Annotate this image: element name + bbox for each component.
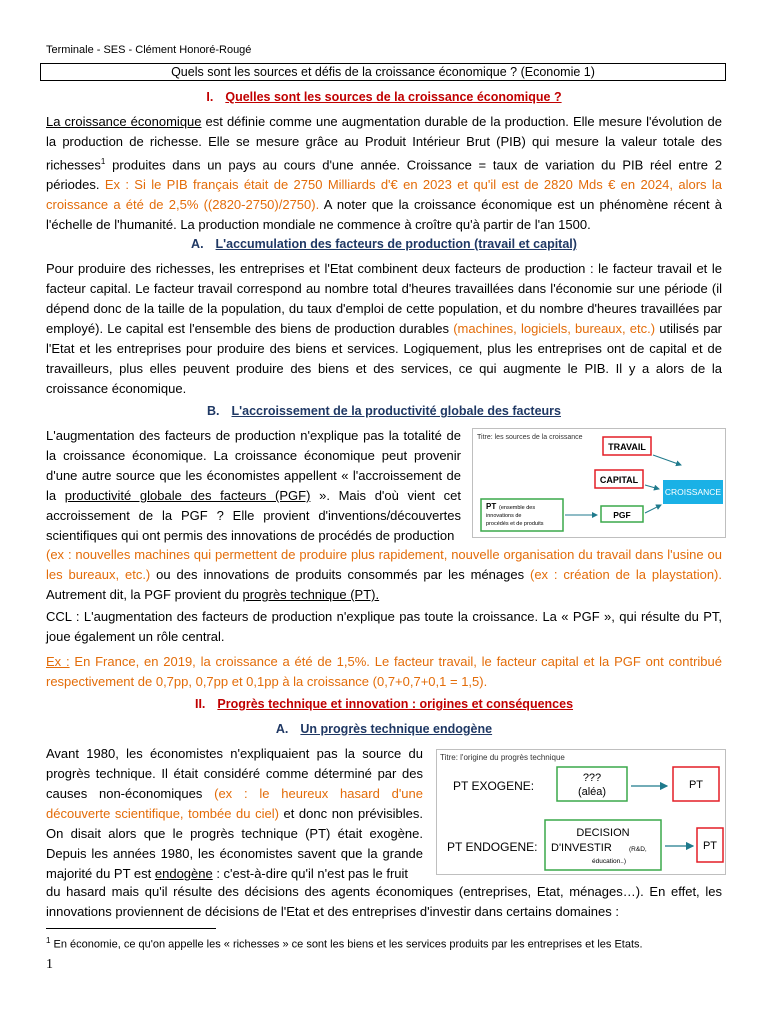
footnote-rule	[46, 928, 216, 929]
svg-text:innovations de: innovations de	[486, 513, 522, 519]
section-heading-2: II. Progrès technique et innovation : origines et conséquences	[194, 697, 574, 711]
arrow-capital	[645, 485, 659, 489]
paragraph-endogenous-pt-continued: du hasard mais qu'il résulte des décisions des agents économiques (entreprises, Etat, ménages…). En effet, les innovations proviennent de décisions de l'Etat et des entreprises d'investir dans certains domaines :	[46, 884, 722, 919]
section-label: Quelles sont les sources de la croissance économique ?	[225, 90, 562, 104]
figure-title: Titre: les sources de la croissance	[477, 434, 583, 441]
svg-text:???: ???	[582, 772, 602, 784]
figure-pt-origin	[436, 749, 726, 875]
figure-title: Titre: l'origine du progrès technique	[440, 753, 565, 762]
paragraph-production-factors: Pour produire des richesses, les entreprises et l'Etat combinent deux facteurs de production : le facteur travail et le facteur capital. Le facteur travail correspond au nombre total d'heures travaillées dans l'économie sur une période (il dépend donc de la taille de la population, du taux d'emploi de cette population, et du nombre d'heures travaillées par employé). Le capital est l'ensemble des biens de production durables (machines, logiciels, bureaux, etc.) utilisés par l'Etat et les entreprises pour produire des biens et services. Logiquement, plus les entreprises ont de capital et de travailleurs, plus elles peuvent produire des biens et des services, ce qui augmente le PIB. Il y a alors de la croissance économique.	[46, 261, 723, 396]
arrow-travail	[653, 455, 681, 465]
croissance-label: CROISSANCE	[664, 487, 722, 497]
svg-text:D'INVESTIR: D'INVESTIR	[551, 842, 612, 854]
document-title: Quels sont les sources et défis de la croissance économique ? (Economie 1)	[40, 63, 726, 81]
subsection-heading-a2: A. Un progrès technique endogène	[275, 722, 493, 736]
section-heading-1	[46, 90, 722, 104]
capital-label: CAPITAL	[599, 475, 639, 485]
paragraph-conclusion: CCL : L'augmentation des facteurs de production n'explique pas toute la croissance. La « PGF », qui résulte du PT, joue également un rôle central.	[46, 609, 722, 644]
term-pgf: productivité globale des facteurs (PGF)	[64, 488, 311, 503]
svg-text:procédés et de produits: procédés et de produits	[486, 521, 544, 527]
page-number: 1	[46, 957, 53, 972]
example-gdp: Ex : Si le PIB français était de 2750 Milliards d'€ en 2023 et qu'il est de 2820 Mds € en 2024, alors la croissance a été de 2,5% ((2820-2750)/2750).	[46, 177, 722, 213]
footnote-ref: 1	[100, 157, 106, 166]
svg-text:PT: PT	[702, 840, 718, 852]
term-growth: La croissance économique	[46, 114, 202, 129]
term-endogene: endogène	[154, 866, 213, 881]
exogene-label: PT EXOGENE:	[453, 779, 535, 793]
arrow-pgf	[645, 505, 661, 513]
figure-growth-sources	[472, 428, 726, 538]
travail-label: TRAVAIL	[608, 442, 646, 452]
subsection-heading-a: A. L'accumulation des facteurs de production (travail et capital)	[191, 237, 577, 251]
svg-text:(R&D,: (R&D,	[629, 846, 647, 853]
paragraph-pgf-examples: (ex : nouvelles machines qui permettent de produire plus rapidement, nouvelle organisation du travail dans l'usine ou les bureaux, etc.) ou des innovations de produits consommés par les ménages (ex : création de la playstation). Autrement dit, la PGF provient du progrès technique (PT).	[46, 547, 722, 602]
svg-text:PT: PT	[688, 779, 704, 791]
paragraph-pgf: L'augmentation des facteurs de production n'explique pas la totalité de la croissance économique. La croissance économique peut provenir d'une autre source que les économistes appellent « l'accroissement de la productivité globale des facteurs (PGF) ». Mais d'où vient cet accroissement de la PGF ? Elle provient d'inventions/découvertes scientifiques qui ont permis des innovations de procédés de production	[46, 428, 461, 543]
pgf-label: PGF	[613, 510, 631, 520]
svg-text:DECISION: DECISION	[576, 827, 630, 839]
page-header: Terminale - SES - Clément Honoré-Rougé	[46, 44, 252, 56]
endogene-label: PT ENDOGENE:	[447, 840, 538, 854]
footnote: $^1$ En économie, ce qu'on appelle les « richesses » ce sont les biens et les services produits par les entreprises et les Etats.	[46, 936, 643, 951]
section-number: I.	[206, 90, 214, 104]
paragraph-endogenous-pt: Avant 1980, les économistes n'expliquaient pas la source du progrès technique. Il était considéré comme déterminé par des causes non-économiques (ex : le heureux hasard d'une découverte scientifique, tombée du ciel) et donc non prévisibles. On disait alors que le progrès technique (PT) était exogène. Depuis les années 1980, les économistes savent que la grande majorité du PT est endogène : c'est-à-dire qu'il n'est pas le fruit	[46, 746, 423, 881]
subsection-heading-b: B. L'accroissement de la productivité globale des facteurs	[207, 404, 561, 418]
svg-text:(ensemble des: (ensemble des	[499, 505, 536, 511]
growth-sources-diagram	[473, 429, 725, 537]
pt-label: PT	[486, 502, 497, 511]
paragraph-growth-definition: La croissance économique est définie comme une augmentation durable de la production. Elle mesure l'évolution de la production de richesse. Elle se mesure grâce au Produit Intérieur Brut (PIB) qui mesure la valeur totale des richesses$^1$ produites dans un pays au cours d'une année. Croissance = taux de variation du PIB réel entre 2 périodes. Ex : Si le PIB français était de 2750 Milliards d'€ en 2023 et qu'il est de 2820 Mds € en 2024, alors la croissance a été de 2,5% ((2820-2750)/2750). A noter que la croissance économique est un phénomène récent à l'échelle de l'humanité. La production mondiale ne commence à croître qu'à partir de l'an 1500.	[46, 114, 723, 233]
svg-text:(aléa): (aléa)	[577, 786, 607, 798]
paragraph-example-france: Ex : En France, en 2019, la croissance a été de 1,5%. Le facteur travail, le facteur capital et la PGF ont contribué respectivement de 0,7pp, 0,7pp et 0,1pp à la croissance (0,7+0,7+0,1 = 1,5).	[46, 654, 722, 689]
term-pt: progrès technique (PT).	[242, 587, 380, 602]
svg-text:éducation..): éducation..)	[592, 858, 626, 865]
pt-origin-diagram	[437, 750, 725, 874]
